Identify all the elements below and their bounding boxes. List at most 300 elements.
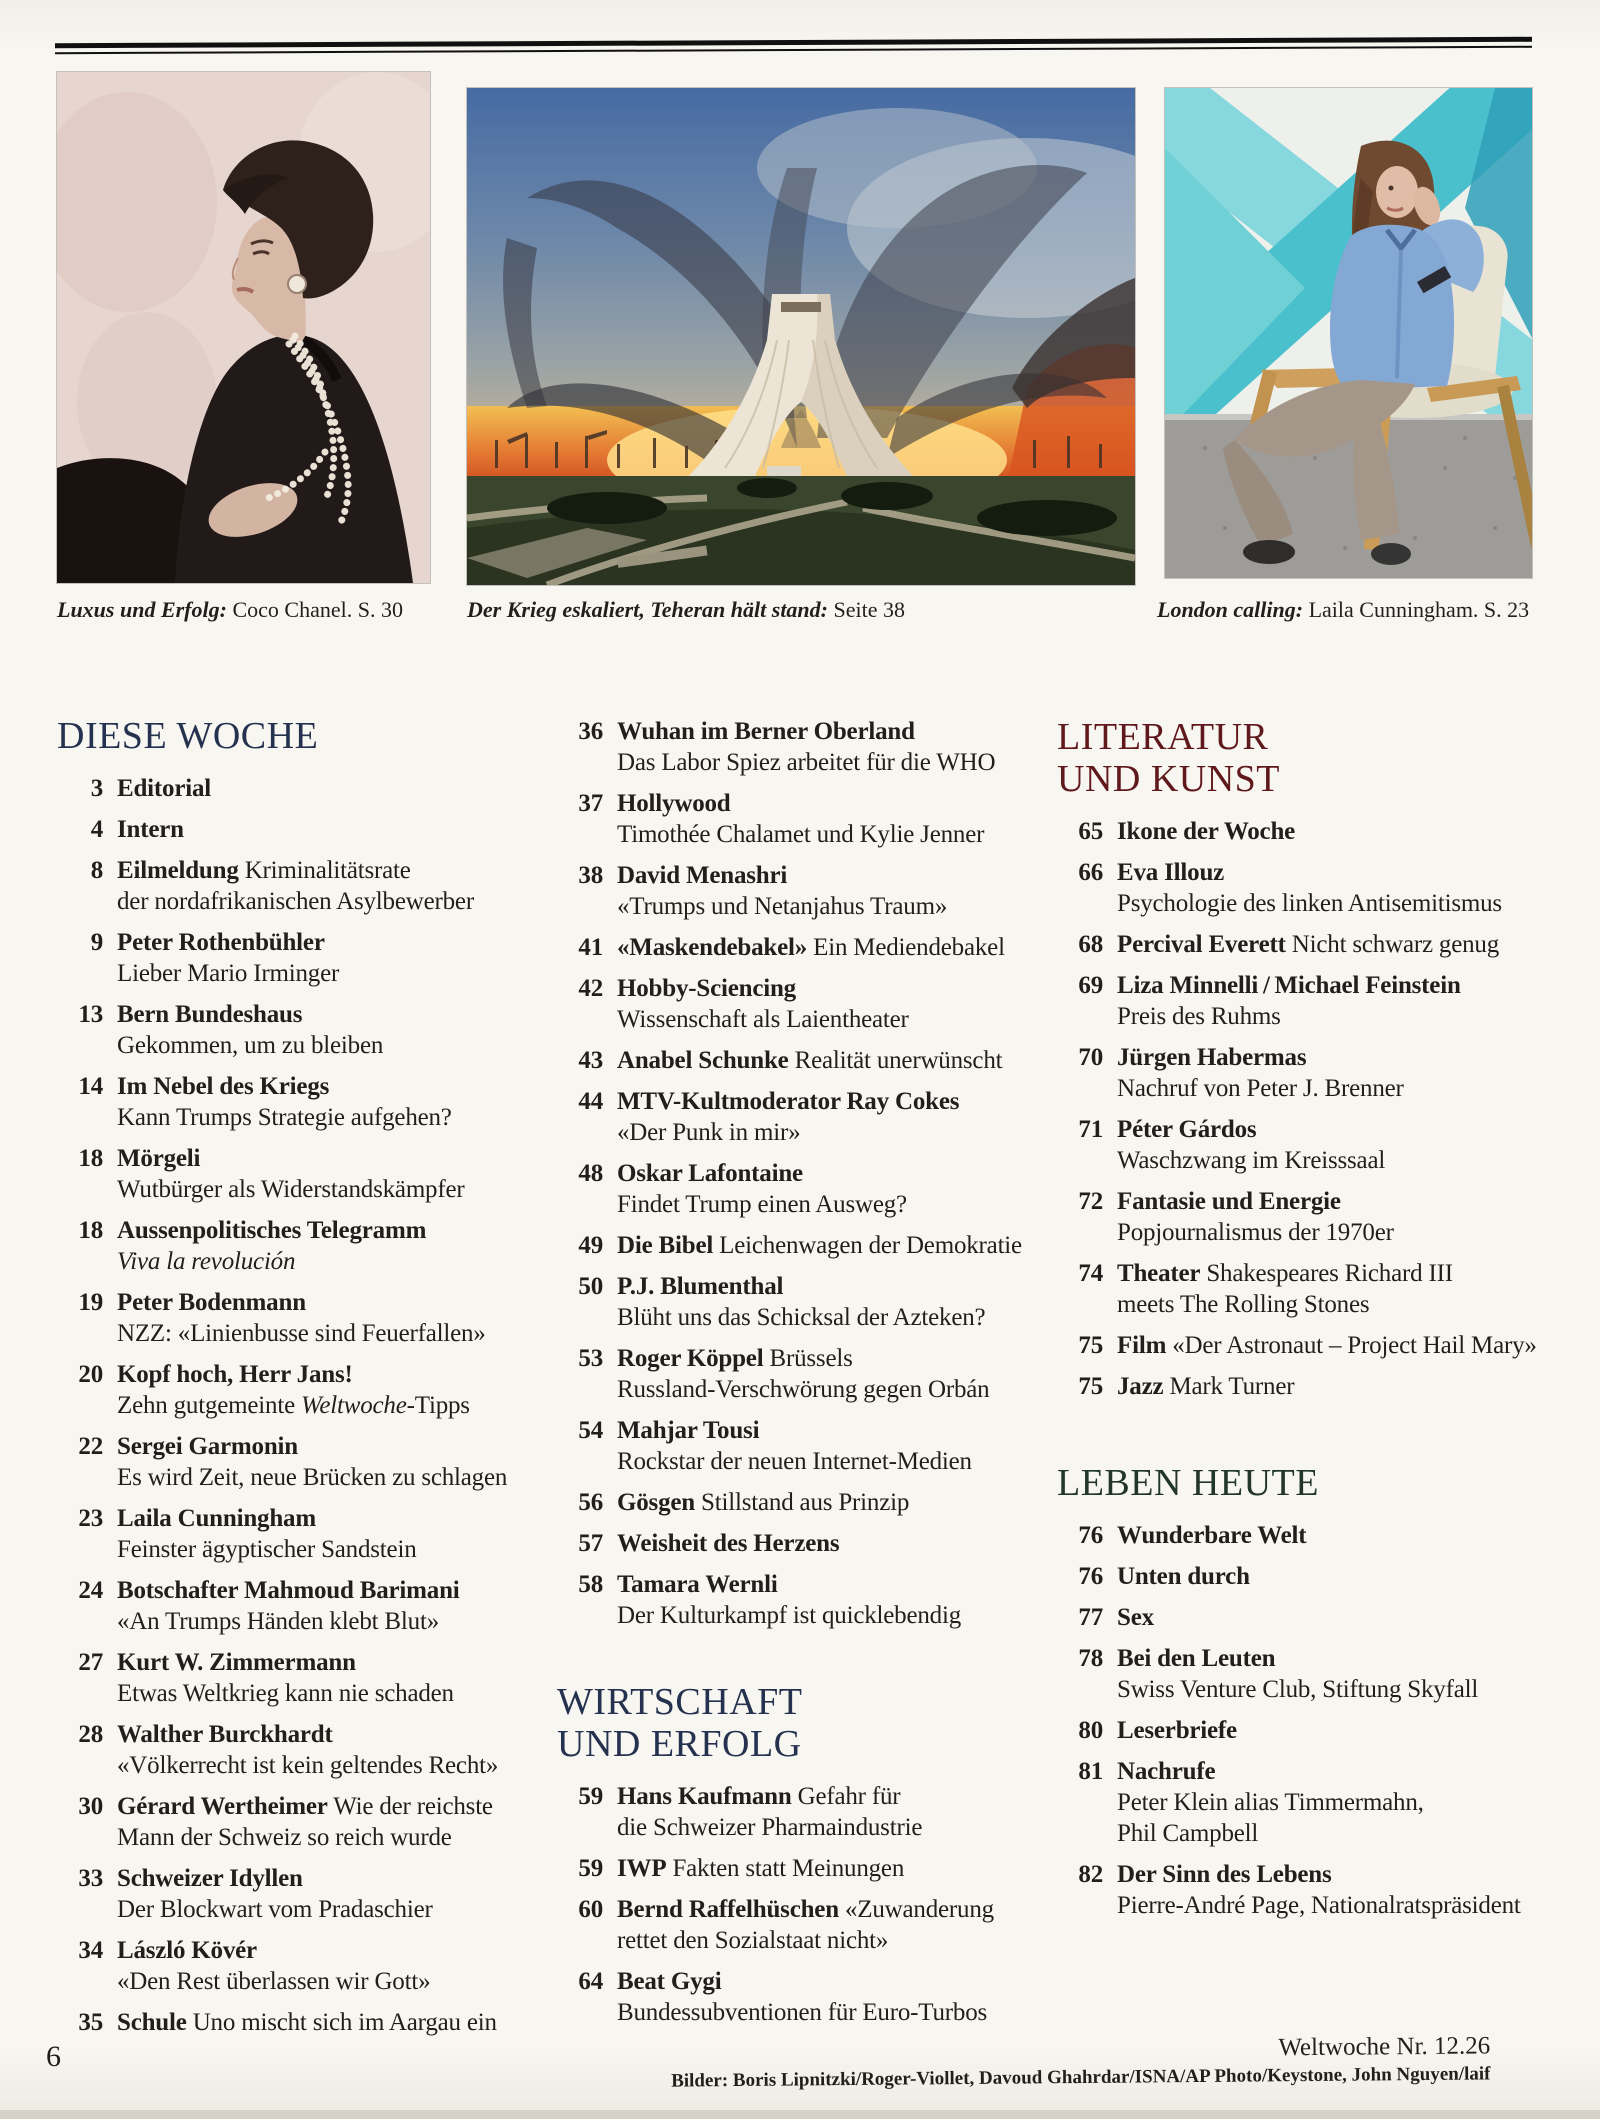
entry-page-number: 74 (1078, 1260, 1103, 1287)
entry-body (617, 973, 909, 1035)
entry-text-run: Bernd Raffelhüschen (617, 1896, 839, 1923)
entry-line (1117, 1715, 1237, 1746)
entry-text-run: Uno mischt sich im Aargau ein (186, 2009, 497, 2036)
entry-text-run: David Menashri (617, 862, 788, 889)
entry-body (1117, 1602, 1154, 1633)
entry-body (117, 927, 339, 989)
entry-page-number: 13 (78, 1001, 103, 1028)
caption-lead: London calling: (1157, 597, 1304, 622)
toc-entry (57, 1359, 531, 1421)
entry-line (1117, 888, 1502, 919)
entry-page-number: 27 (78, 1649, 103, 1676)
entry-text-run: Nachrufe (1117, 1758, 1216, 1785)
caption-rest: Seite 38 (828, 597, 905, 622)
toc-entry (57, 1719, 531, 1781)
entry-line (617, 1302, 985, 1333)
entry-text-run: Gérard Wertheimer (117, 1793, 328, 1820)
toc-entry (1057, 1756, 1557, 1849)
entry-text-run: Beat Gygi (617, 1968, 722, 1995)
entry-text-run: MTV-Kultmoderator Ray Cokes (617, 1088, 960, 1115)
photo-caption-cunningham (1157, 597, 1529, 623)
entry-text-run: «Trumps und Netanjahus Traum» (617, 893, 948, 920)
toc-entry (557, 1487, 1035, 1518)
toc-entry (1057, 1042, 1557, 1104)
entry-page-number: 49 (578, 1232, 603, 1259)
entry-text-run: rettet den Sozialstaat nicht» (617, 1927, 889, 1954)
photo-caption-chanel (57, 597, 403, 623)
entry-line (617, 1925, 994, 1956)
entry-page-number: 18 (78, 1217, 103, 1244)
toc-entry (1057, 857, 1557, 919)
entry-line (117, 1318, 486, 1349)
entry-body (617, 1045, 1002, 1076)
toc-column-left (57, 715, 531, 2048)
toc-entry (1057, 970, 1557, 1032)
entry-text-run: Mann der Schweiz so reich wurde (117, 1824, 452, 1851)
entry-page-number: 34 (78, 1937, 103, 1964)
entry-text-run: Brüssels (763, 1345, 853, 1372)
entry-line (117, 1791, 493, 1822)
entry-line (117, 999, 383, 1030)
entry-page-number: 69 (1078, 972, 1103, 999)
entry-text-run: Editorial (117, 775, 212, 802)
entry-text-run: P.J. Blumenthal (617, 1273, 784, 1300)
entry-body (1117, 929, 1499, 960)
toc-entry (1057, 1643, 1557, 1705)
entry-line (117, 1935, 430, 1966)
entry-text-run: der nordafrikanischen Asylbewerber (117, 888, 474, 915)
entry-line (117, 1431, 507, 1462)
entry-line (117, 1966, 430, 1997)
entry-text-run: Im Nebel des Kriegs (117, 1073, 330, 1100)
entry-body (117, 2007, 497, 2038)
toc-entry (557, 1853, 1035, 1884)
entry-text-run: Hollywood (617, 790, 731, 817)
entry-line (1117, 1520, 1306, 1551)
header-rule (55, 37, 1532, 54)
entry-text-run: Jazz (1117, 1373, 1164, 1400)
entry-page-number: 23 (78, 1505, 103, 1532)
toc-entry (557, 1894, 1035, 1956)
entry-text-run: Peter Bodenmann (117, 1289, 306, 1316)
entry-text-run: NZZ: «Linienbusse sind Feuerfallen» (117, 1320, 486, 1347)
entry-line (117, 1503, 417, 1534)
toc-entry (57, 1143, 531, 1205)
entry-page-number: 75 (1078, 1332, 1103, 1359)
entry-text-run: Aussenpolitisches Telegramm (117, 1217, 427, 1244)
entry-line (1117, 1371, 1294, 1402)
entry-body (117, 773, 211, 804)
entry-line (1117, 1073, 1404, 1104)
entry-body (1117, 1561, 1250, 1592)
toc-entry (1057, 1371, 1557, 1402)
entry-line (1117, 1643, 1478, 1674)
entry-body (117, 1863, 433, 1925)
entry-line (1117, 1787, 1424, 1818)
entry-page-number: 60 (578, 1896, 603, 1923)
footer-right (670, 2032, 1490, 2092)
toc-entry (57, 1287, 531, 1349)
toc-entry (1057, 1520, 1557, 1551)
entry-line (1117, 1818, 1424, 1849)
entry-body (117, 1431, 507, 1493)
entry-line (117, 855, 474, 886)
entry-page-number: 20 (78, 1361, 103, 1388)
toc-entry (57, 814, 531, 845)
entry-text-run: Peter Rothenbühler (117, 929, 325, 956)
entry-line (1117, 1289, 1453, 1320)
toc-entry (1057, 1114, 1557, 1176)
toc-entry (1057, 929, 1557, 960)
entry-line (617, 1853, 904, 1884)
entry-line (617, 1117, 959, 1148)
toc-entry (57, 1071, 531, 1133)
entry-text-run: Phil Campbell (1117, 1820, 1259, 1847)
entry-text-run: Film (1117, 1332, 1167, 1359)
entry-line (117, 1647, 454, 1678)
section-heading: DIESE WOCHE (57, 715, 319, 757)
toc-column-right (1057, 716, 1557, 1931)
entry-body (1117, 1042, 1404, 1104)
entry-line (117, 1606, 460, 1637)
entry-body (117, 1143, 465, 1205)
entry-page-number: 4 (90, 816, 103, 843)
entry-page-number: 30 (78, 1793, 103, 1820)
entry-page-number: 57 (578, 1530, 603, 1557)
entry-text-run: Realität unerwünscht (788, 1047, 1003, 1074)
entry-body (117, 855, 474, 917)
entry-page-number: 24 (78, 1577, 103, 1604)
entry-line (117, 1719, 498, 1750)
toc-entry (557, 860, 1035, 922)
entry-body (617, 1271, 985, 1333)
entry-line (117, 1030, 383, 1061)
entry-line (617, 1045, 1002, 1076)
entry-line (117, 1174, 465, 1205)
entry-body (617, 1966, 987, 2028)
toc-entry (57, 1863, 531, 1925)
entry-text-run: Kann Trumps Strategie aufgehen? (117, 1104, 452, 1131)
entry-text-run: Gekommen, um zu bleiben (117, 1032, 384, 1059)
entry-page-number: 28 (78, 1721, 103, 1748)
toc-entry (1057, 1715, 1557, 1746)
photo-caption-teheran (467, 597, 905, 623)
entry-text-run: Shakespeares Richard III (1200, 1260, 1453, 1287)
entry-text-run: Hobby-Sciencing (617, 975, 796, 1002)
entry-text-run: Russland-Verschwörung gegen Orbán (617, 1376, 990, 1403)
entry-line (117, 1246, 426, 1277)
entry-text-run: die Schweizer Pharmaindustrie (617, 1814, 923, 1841)
entry-line (1117, 1186, 1394, 1217)
toc-entry (557, 1966, 1035, 2028)
entry-text-run: Sergei Garmonin (117, 1433, 299, 1460)
entry-text-run: Pierre-André Page, Nationalratspräsident (1117, 1892, 1521, 1919)
entry-line (617, 1004, 909, 1035)
entry-page-number: 76 (1078, 1563, 1103, 1590)
toc-entry (557, 1158, 1035, 1220)
entry-line (117, 1390, 470, 1421)
entry-body (117, 814, 184, 845)
entry-body (117, 1503, 417, 1565)
entry-text-run: László Kövér (117, 1937, 257, 1964)
entry-text-run: Wissenschaft als Laientheater (617, 1006, 909, 1033)
entry-page-number: 3 (90, 775, 103, 802)
caption-rest: Laila Cunningham. S. 23 (1303, 597, 1530, 622)
entry-body (1117, 816, 1295, 847)
toc-entry (557, 1230, 1035, 1261)
entry-line (617, 1189, 907, 1220)
toc-entry (57, 999, 531, 1061)
toc-entry (557, 1528, 1035, 1559)
entry-body (617, 1853, 904, 1884)
entry-line (617, 1569, 961, 1600)
entry-text-run: Unten durch (1117, 1563, 1250, 1590)
entry-line (1117, 1042, 1404, 1073)
entry-line (1117, 929, 1499, 960)
entry-text-run: Das Labor Spiez arbeitet für die WHO (617, 749, 996, 776)
entry-text-run: -Tipps (406, 1392, 470, 1419)
toc-entry (557, 1569, 1035, 1631)
toc-entry (557, 1086, 1035, 1148)
entry-body (617, 1528, 839, 1559)
entry-text-run: Péter Gárdos (1117, 1116, 1257, 1143)
entry-line (1117, 1114, 1385, 1145)
entry-text-run: Liza Minnelli / Michael Feinstein (1117, 972, 1461, 999)
entry-line (1117, 1890, 1521, 1921)
entry-line (1117, 1258, 1453, 1289)
entry-text-run: Timothée Chalamet und Kylie Jenner (617, 821, 985, 848)
entry-page-number: 56 (578, 1489, 603, 1516)
entry-line (617, 932, 1005, 963)
entry-text-run: Peter Klein alias Timmermahn, (1117, 1789, 1424, 1816)
entry-line (617, 891, 947, 922)
entry-text-run: Preis des Ruhms (1117, 1003, 1281, 1030)
entry-page-number: 18 (78, 1145, 103, 1172)
entry-text-run: Kurt W. Zimmermann (117, 1649, 356, 1676)
photo-coco-chanel (57, 72, 430, 583)
entry-page-number: 64 (578, 1968, 603, 1995)
toc-entry (57, 1431, 531, 1493)
entry-text-run: Tamara Wernli (617, 1571, 778, 1598)
entry-page-number: 35 (78, 2009, 103, 2036)
toc-entry (1057, 1186, 1557, 1248)
entry-body (617, 1415, 972, 1477)
entry-body (1117, 1715, 1237, 1746)
toc-entry (57, 1935, 531, 1997)
entry-page-number: 36 (578, 718, 603, 745)
entry-text-run: Oskar Lafontaine (617, 1160, 803, 1187)
entry-text-run: Intern (117, 816, 184, 843)
toc-entry (57, 773, 531, 804)
entry-page-number: 54 (578, 1417, 603, 1444)
entry-line (117, 1822, 493, 1853)
entry-line (617, 1997, 987, 2028)
entry-body (617, 1086, 959, 1148)
entry-text-run: Die Bibel (617, 1232, 714, 1259)
entry-text-run: «Der Punk in mir» (617, 1119, 801, 1146)
entry-body (1117, 1756, 1424, 1849)
entry-line (617, 1158, 907, 1189)
entry-text-run: Anabel Schunke (617, 1047, 789, 1074)
entry-page-number: 42 (578, 975, 603, 1002)
entry-body (617, 1894, 994, 1956)
entry-line (1117, 1561, 1250, 1592)
toc-entry (1057, 816, 1557, 847)
entry-line (617, 1374, 989, 1405)
entry-line (1117, 1859, 1521, 1890)
entry-page-number: 59 (578, 1783, 603, 1810)
toc-entry (557, 1781, 1035, 1843)
entry-text-run: Der Kulturkampf ist quicklebendig (617, 1602, 962, 1629)
entry-page-number: 44 (578, 1088, 603, 1115)
entry-page-number: 80 (1078, 1717, 1103, 1744)
entry-line (617, 1230, 1022, 1261)
entry-page-number: 53 (578, 1345, 603, 1372)
entry-text-run: Lieber Mario Irminger (117, 960, 340, 987)
entry-text-run: Gösgen (617, 1489, 695, 1516)
entry-line (117, 1462, 507, 1493)
entry-line (117, 1215, 426, 1246)
entry-page-number: 22 (78, 1433, 103, 1460)
toc-entry (557, 973, 1035, 1035)
entry-page-number: 71 (1078, 1116, 1103, 1143)
entry-line (117, 886, 474, 917)
entry-page-number: 48 (578, 1160, 603, 1187)
entry-body (117, 1647, 454, 1709)
entry-text-run: Rockstar der neuen Internet-Medien (617, 1448, 972, 1475)
entry-text-run: Psychologie des linken Antisemitismus (1117, 890, 1502, 917)
entry-line (117, 1143, 465, 1174)
entry-line (617, 1487, 909, 1518)
entry-text-run: Blüht uns das Schicksal der Azteken? (617, 1304, 986, 1331)
entry-body (117, 999, 383, 1061)
entry-text-run: Ein Mediendebakel (807, 934, 1005, 961)
entry-body (117, 1719, 498, 1781)
toc-entry (557, 932, 1035, 963)
entry-line (117, 927, 339, 958)
entry-text-run: Viva la revolución (117, 1248, 296, 1275)
entry-page-number: 78 (1078, 1645, 1103, 1672)
entry-body (1117, 1859, 1521, 1921)
entry-line (1117, 1145, 1385, 1176)
entry-text-run: Gefahr für (791, 1783, 901, 1810)
entry-body (617, 1781, 922, 1843)
entry-line (617, 973, 909, 1004)
entry-line (1117, 1756, 1424, 1787)
entry-line (117, 1575, 460, 1606)
entry-text-run: Wutbürger als Widerstandskämpfer (117, 1176, 465, 1203)
entry-body (1117, 1520, 1306, 1551)
entry-text-run: Jürgen Habermas (1117, 1044, 1307, 1071)
entry-body (1117, 1643, 1478, 1705)
entry-page-number: 82 (1078, 1861, 1103, 1888)
entry-text-run: Leserbriefe (1117, 1717, 1237, 1744)
entry-text-run: Etwas Weltkrieg kann nie schaden (117, 1680, 454, 1707)
entry-text-run: «Zuwanderung (838, 1896, 994, 1923)
entry-text-run: Eva Illouz (1117, 859, 1225, 886)
entry-line (117, 1894, 433, 1925)
caption-lead: Luxus und Erfolg: (57, 597, 227, 622)
entry-body (617, 1487, 909, 1518)
entry-body (1117, 1258, 1453, 1320)
entry-line (617, 1894, 994, 1925)
entry-line (1117, 1001, 1461, 1032)
entry-page-number: 8 (90, 857, 103, 884)
entry-text-run: Schweizer Idyllen (117, 1865, 303, 1892)
entry-line (117, 1534, 417, 1565)
entry-text-run: Waschzwang im Kreisssaal (1117, 1147, 1386, 1174)
entry-line (117, 1678, 454, 1709)
entry-line (1117, 1602, 1154, 1633)
caption-lead: Der Krieg eskaliert, Teheran hält stand: (467, 597, 828, 622)
toc-entry (57, 1503, 531, 1565)
entry-line (617, 1415, 972, 1446)
entry-page-number: 43 (578, 1047, 603, 1074)
entry-text-run: «An Trumps Händen klebt Blut» (117, 1608, 439, 1635)
entry-page-number: 19 (78, 1289, 103, 1316)
entry-body (617, 1343, 989, 1405)
toc-column-middle (557, 716, 1035, 2038)
entry-text-run: Fakten statt Meinungen (666, 1855, 905, 1882)
entry-line (617, 716, 995, 747)
entry-line (117, 1863, 433, 1894)
toc-entry (57, 1575, 531, 1637)
entry-text-run: Sex (1117, 1604, 1154, 1631)
entry-page-number: 38 (578, 862, 603, 889)
entry-body (1117, 1186, 1394, 1248)
entry-body (1117, 1114, 1385, 1176)
entry-text-run: Es wird Zeit, neue Brücken zu schlagen (117, 1464, 508, 1491)
entry-line (617, 1600, 961, 1631)
entry-line (1117, 1330, 1537, 1361)
entry-page-number: 76 (1078, 1522, 1103, 1549)
entry-text-run: «Maskendebakel» (617, 934, 808, 961)
entry-text-run: Walther Burckhardt (117, 1721, 333, 1748)
entry-page-number: 68 (1078, 931, 1103, 958)
entry-page-number: 77 (1078, 1604, 1103, 1631)
entry-text-run: Eilmeldung (117, 857, 239, 884)
entry-line (617, 1086, 959, 1117)
photo-azadi-tower-teheran (467, 88, 1135, 585)
entry-body (1117, 1371, 1294, 1402)
entry-line (617, 788, 984, 819)
entry-text-run: Kriminalitätsrate (238, 857, 411, 884)
entry-text-run: Swiss Venture Club, Stiftung Skyfall (1117, 1676, 1479, 1703)
caption-rest: Coco Chanel. S. 30 (226, 597, 403, 622)
entry-text-run: «Völkerrecht ist kein geltendes Recht» (117, 1752, 499, 1779)
section-heading: WIRTSCHAFT UND ERFOLG (557, 1681, 803, 1765)
toc-entry (557, 1271, 1035, 1333)
entry-text-run: «Der Astronaut – Project Hail Mary» (1166, 1332, 1537, 1359)
entry-page-number: 37 (578, 790, 603, 817)
entry-text-run: Stillstand aus Prinzip (694, 1489, 910, 1516)
entry-text-run: Popjournalismus der 1970er (1117, 1219, 1394, 1246)
entry-line (1117, 816, 1295, 847)
entry-page-number: 59 (578, 1855, 603, 1882)
entry-body (117, 1791, 493, 1853)
entry-text-run: Wuhan im Berner Oberland (617, 718, 915, 745)
entry-line (617, 1812, 922, 1843)
entry-line (617, 1966, 987, 1997)
entry-line (1117, 970, 1461, 1001)
entry-line (617, 747, 995, 778)
entry-body (617, 716, 995, 778)
entry-text-run: Mark Turner (1163, 1373, 1295, 1400)
entry-page-number: 81 (1078, 1758, 1103, 1785)
toc-entry (1057, 1602, 1557, 1633)
entry-page-number: 58 (578, 1571, 603, 1598)
entry-body (617, 788, 984, 850)
